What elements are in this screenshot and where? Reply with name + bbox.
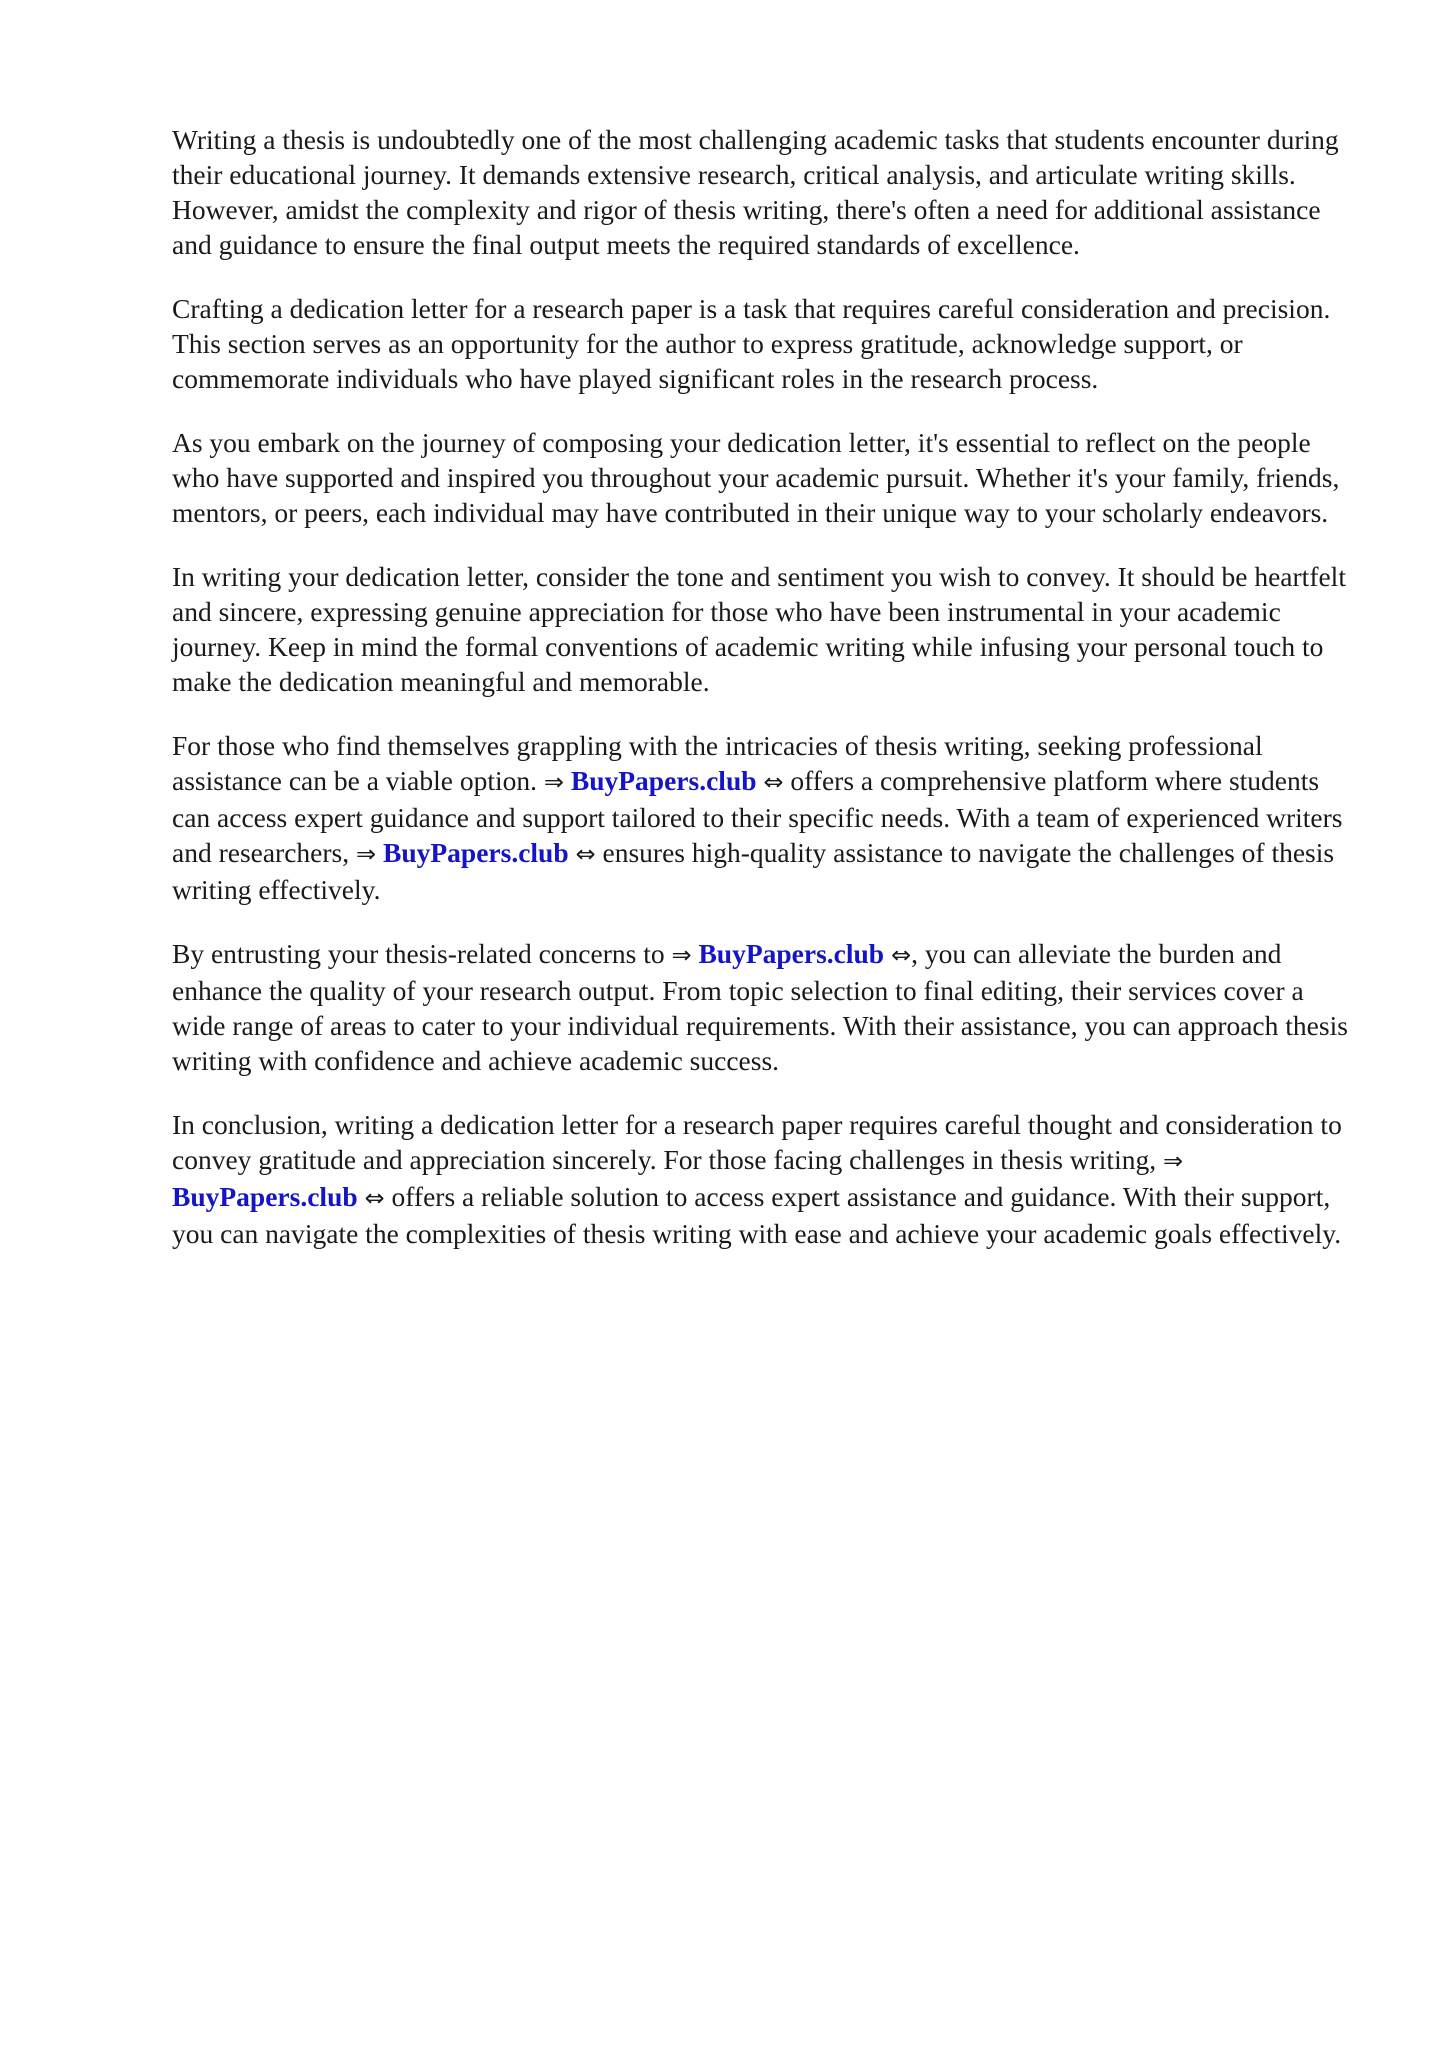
paragraph-tone: In writing your dedication letter, consider the tone and sentiment you wish to convey. It should be heartfelt and sincere, expressing genuine appreciation for those who have been instrumental in your academic journey. Keep in mind the formal conventions of academic writing while infusing your personal touch to make the dedication meaningful and memorable. — [172, 561, 1346, 697]
paragraph-text: offers a comprehensive platform where students can access expert guidance and support tailored to their specific needs. With a team of experienced writers and researchers, — [172, 765, 1343, 868]
right-double-arrow-icon: ⇒ — [543, 768, 564, 796]
paragraph-text: In conclusion, writing a dedication letter for a research paper requires careful thought and consideration to convey gratitude and appreciation sincerely. For those facing challenges in thesis writing, — [172, 1109, 1342, 1175]
buypapers-link[interactable]: BuyPapers.club — [382, 837, 569, 868]
left-right-double-arrow-icon: ⇔ — [890, 941, 912, 969]
left-right-double-arrow-icon: ⇔ — [763, 768, 784, 796]
right-double-arrow-icon: ⇒ — [356, 840, 377, 868]
document-page — [172, 122, 1352, 1280]
paragraph-text: offers a reliable solution to access expert assistance and guidance. With their support, you can navigate the complexities of thesis writing with ease and achieve your academic goals effectively. — [172, 1181, 1342, 1249]
right-double-arrow-icon: ⇒ — [1162, 1147, 1184, 1175]
paragraph-text: By entrusting your thesis-related concerns to — [172, 938, 672, 969]
right-double-arrow-icon: ⇒ — [671, 941, 692, 969]
left-right-double-arrow-icon: ⇔ — [364, 1184, 385, 1212]
paragraph-entrusting — [172, 936, 1352, 1078]
paragraph-text: ensures high-quality assistance to navigate the challenges of thesis writing effectively. — [172, 837, 1335, 905]
paragraph-intro: Writing a thesis is undoubtedly one of the most challenging academic tasks that students encounter during their educational journey. It demands extensive research, critical analysis, and articulate writing skills. However, amidst the complexity and rigor of thesis writing, there's often a need for additional assistance and guidance to ensure the final output meets the required standards of excellence. — [172, 124, 1339, 260]
paragraph-conclusion — [172, 1107, 1352, 1251]
left-right-double-arrow-icon: ⇔ — [575, 840, 596, 868]
buypapers-link[interactable]: BuyPapers.club — [698, 938, 885, 969]
buypapers-link[interactable]: BuyPapers.club — [172, 1181, 358, 1212]
buypapers-link[interactable]: BuyPapers.club — [570, 765, 757, 796]
paragraph-journey: As you embark on the journey of composing your dedication letter, it's essential to reflect on the people who have supported and inspired you throughout your academic pursuit. Whether it's your family, friends, mentors, or peers, each individual may have contributed in their unique way to your scholarly endeavors. — [172, 427, 1340, 528]
paragraph-text: For those who find themselves grappling with the intricacies of thesis writing, seeking professional assistance can be a viable option. — [172, 730, 1263, 796]
paragraph-crafting: Crafting a dedication letter for a research paper is a task that requires careful consideration and precision. This section serves as an opportunity for the author to express gratitude, acknowledge support, or commemorate individuals who have played significant roles in the research process. — [172, 293, 1331, 394]
paragraph-text: , you can alleviate the burden and enhance the quality of your research output. From topic selection to final editing, their services cover a wide range of areas to cater to your individual requirements. With their assistance, you can approach thesis writing with confidence and achieve academic success. — [172, 938, 1348, 1076]
paragraph-assistance — [172, 728, 1352, 907]
